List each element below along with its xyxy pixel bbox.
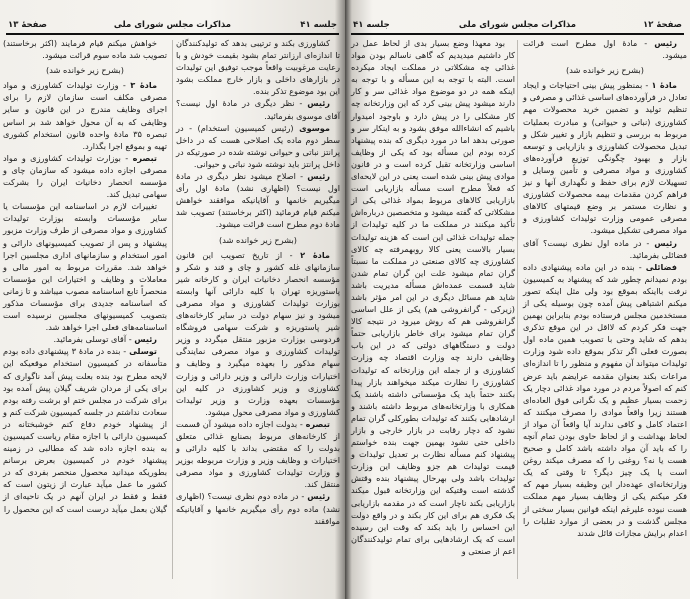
paragraph-text: تغییرات لازم در اساسنامه این مؤسسات یا سایر مؤسسات وابسته بوزارت تولیدات کشاورزی و مواد مصرفی از طرف وزارت مزبور پیشنهاد و پس از تصویب کمیسیونهای دارائی و امور استخدام و سازمانهای اداری مجلسین اجرا خواهد شد. مقررات مربوط به امور مالی و معاملات و وظایف و اختیارات این مؤسسات منحصراً تابع اساسنامه مصوب میباشد و تا زمانی که اساسنامه جدیدی برای مؤسسات مذکور بتصویب کمیسیونهای مجلسین نرسیده است اساسنامه‌های فعلی اجرا خواهد شد. [3,201,167,333]
text-column [523,37,687,539]
paragraph-text: - اصلاح میشود نظر دیگری در مادهٔ اول نیست؟ (اظهاری نشد) مادهٔ اول رأی میگیریم خانمها و آقایانیکه موافقند خواهش میکنم قیام فرمائید (اکثر برخاستند) تصویب شد مادهٔ دوم مطرح است قرائت میشود. [176,171,340,230]
reading-note: (بشرح زیر خوانده شد) [46,65,124,76]
page-number: صفحهٔ ۱۳ [8,20,47,30]
speaker-label: مادهٔ ۳ [130,80,158,91]
paragraph-text: - وزارت تولیدات کشاورزی و مواد مصرفی مکلف است سازمان لازم را برای اجرای وظایف مندرج در این قانون و سایر وظایفی که به آن محول خواهد شد بر اساس تبصره ۳۵ مادهٔ واحده قانون استخدام کشوری تهیه و بموقع اجرا بگذارد. [3,80,167,151]
paragraph-text: - بوزارت تولیدات کشاورزی و مواد مصرفی اجازه داده میشود که سازمان چای و مؤسسه انحصار دخانیات ایران را بشرکت سهامی تبدیل کند. [3,152,167,200]
speaker-label: رئیس [307,491,330,502]
speech-paragraph [523,37,687,61]
speaker-label: رئیس [654,38,677,48]
speaker-label: رئیس [654,237,677,248]
paragraph-text: - نظر دیگری در مادهٔ اول نیست؟ آقای موسوی بفرمائید. [176,98,340,121]
text-column [176,37,340,527]
session-number: جلسه ۴۱ [300,20,337,30]
speech-paragraph [176,97,340,121]
speech-paragraph [3,152,167,200]
speech-paragraph [176,249,340,418]
speaker-label: رئیس [134,334,157,345]
speech-paragraph [523,79,687,236]
paragraph-text: (رئیس کمیسیون استخدام) - در سطر دوم ماده یک اصلاحی هست که در داخل پرانتز نباتی و حیوانی نوشته شده در صورتیکه در داخل پرانتز باید نوشته شود نباتی و حیوانی. [176,122,340,169]
paragraph-text: - از تاریخ تصویب این قانون سازمانهای غله کشور و چای و قند و شکر و مؤسسه انحصار دخانیات ایران و کارخانه شیر پاستوریزه تهران با کلیه دارائی آنها وابسته بوزارت تولیدات کشاورزی و مواد مصرفی میشود و نیز سهام دولت در سایر کارخانه‌های شیر پاستوریزه و شرکت سهامی فروشگاه فردوسی بوزارت مزبور منتقل میگردد و وزیر تولیدات کشاورزی و مواد مصرفی نمایندگی سهام مذکور را بعهده میگیرد و وظایف و اختیارات وزارت دارائی و وزیر دارائی و وزارت کشاورزی و وزیر کشاورزی در کلیه این مؤسسات بعهده وزارت و وزیر تولیدات کشاورزی و مواد مصرفی محول میشود. [176,249,340,417]
paragraph-text: - در ماده اول نظری نیست؟ آقای فضائلی بفرمائید. [523,237,687,260]
text-paragraph [176,37,340,97]
paragraph-text: - بنده در مادهٔ ۳ پیشنهادی داده بودم متأسفانه در کمیسیون استخدام موقعیکه این لایحه مطرح بود بنده بعلت پیش آمد ناگواری که برای یکی از مردان شریف گیلان پیش آمده بود برای شرکت در مجلس ختم او برشت رفته بودم سعادت نداشتم در جلسه کمیسیون شرکت کنم و از پیشنهاد خودم دفاع کنم خوشبختانه در کمیسیون دارائی با اجازه مقام ریاست کمیسیون به بنده اجازه داده شد که مطالبی در زمینه پیشنهاد خودم در کمیسیون بعرض برسانم بطوریکه میدانید محصول منحصر بفردی که در کشور ما عمل میآید عبارت از زیتون است که فقط و فقط در ایران آنهم در یک ناحیه‌ای از گیلان بعمل میآید درست است که این محصول را [3,346,167,514]
text-column [351,37,515,557]
right-page [345,0,690,599]
page-header [351,19,684,35]
speaker-label: فضائلی [645,261,677,272]
speaker-label: تبصره [305,418,330,429]
speaker-label: موسوی [299,122,330,133]
paragraph-text: - آقای توسلی بفرمائید. [53,334,135,345]
column-divider [172,40,173,579]
paragraph-text: - بدولت اجازه داده میشود آن قسمت از کارخانه‌های مربوط بصنایع غذائی متعلق بدولت را که مقتضی بداند با کلیه دارائی و اختیارات و وظایف وزیر و وزارت مربوطه بوزیر و وزارت تولیدات کشاورزی و مواد مصرفی منتقل کند. [176,418,340,490]
running-title: مذاکرات مجلس شورای ملی [113,20,232,30]
speaker-label: مادهٔ ۲ [300,249,330,260]
paragraph-text: - در ماده دوم نظری نیست؟ (اظهاری نشد) ماده دوم رأی میگیریم خانمها و آقایانیکه موافقند [176,491,340,526]
speech-paragraph [3,333,167,345]
paragraph-text: - بنده در این ماده پیشنهادی داده بودم نمیدانم چطور شد که پیشنهاد به کمیسیون نرفت بااینکه بموقع بود ولی مثل اینکه تصور میکنم اشتباهی پیش آمده چون بوسیله یکی از مستخدمین مجلس فرستاده بودم بنابراین بهمین جهت فکر کردم که لااقل در این موقع تذکری بدهم که شاید وحتی با تصویب همین ماده اول بصورت فعلی اگر تذکر بموقع داده شود وزارت تولیدات میتواند آن مفهوم و منظور را تا اندازه‌ای مراعات بکند بعنوان مقدمه عرایضم باید عرض کنم که اصولاً مردم در مورد مواد غذائی دچار یک زحمت بسیار عظیم و یک نگرانی فوق العاده‌ای هستند زیرا واقعاً موادی را مصرف میکنند که اعتماد کامل و کافی ندارند آیا واقعاً آن مواد از لحاظ بهداشت و از لحاظ حاوی بودن تمام آنچه را که باید آن مواد داشته باشد کامل و صحیح هست یا نه؟ روغنی را که مصرف میکند روغن است یا یک چیز دیگر؟ تا وقتی که یک وزارتخانه‌ای عهده‌دار این وظیفه بسیار مهم که فکر میکنم یکی از وظایف بسیار مهم مملکت هست نبوده علیرغم اینکه قوانین بسیار سختی از مجلس گذشت و در بعضی از موارد تقلبات را اعدام برایش مجازات قائل شدند [523,261,687,538]
speech-paragraph [523,261,687,539]
text-column [3,37,167,515]
speech-paragraph [3,345,167,514]
page-number: صفحهٔ ۱۲ [643,20,682,30]
paragraph-text: - مادهٔ اول مطرح است قرائت میشود. [523,38,687,61]
reading-note: (بشرح زیر خوانده شد) [566,65,644,76]
speaker-label: توسلی [129,346,157,357]
reading-note: (بشرح زیر خوانده شد) [219,234,297,245]
session-number: جلسه ۴۱ [353,20,390,30]
paragraph-text: کشاورزی بکند و ترتیبی بدهد که تولیدکنندگان تا اندازه‌ای ارزانتر تمام بشود بقیمت خودش و با رعایت مرغوبیت واقعاً موجب توفیق این تولیدات در بازارهای داخلی و بازار خارج مملکت بشود این بود موضوع تذکر بنده. [176,38,340,97]
text-paragraph [351,37,515,557]
speech-paragraph [3,79,167,152]
page-header [6,19,339,35]
speaker-label: تبصره [132,152,157,163]
column-divider [517,40,518,579]
paragraph-text: بود معهذا وضع بسیار بدی از لحاظ عمل در کار داشتیم میدیدیم که گاهی ناسالم بودن مواد غذائی چه مشکلاتی در مملکت ایجاد میکرده است. البته با توجه به این مسأله و با توجه به اینکه همه در دو موضوع مواد غذائی سر و کار دارند میشود پیش بینی کرد که این وزارتخانه چه کار مشکلی را در پیش دارد و باوجود امیدوار باشیم که انشاءالله موفق بشود و به اینکار سر و صورتی بدهد اما در مورد دیگری که بنده پیشنهاد کرده بودم این مسأله بود که یکی از وظایف اساسی وزارتخانه تقبل کرده است و در قانون موادی پیش بینی شده است یعنی در این لایحه‌ای که فعلاً مطرح است مسأله بازاریابی است بازاریابی کالاهای مربوط بمواد غذائی یکی از مشکلاتی که گفته میشود و متخصصین درباره‌اش تأکید میکنند در مملکت ما در کلیه تولیدات از جمله تولیدات غذائی این است که هزینه تولیدات بسیار بالاست یعنی کالا روبهمرفته چه کالای کشاورزی چه کالای صنعتی در مملکت ما نسبتاً گران تمام میشود علت این گران تمام شدن شاید قسمت عمده‌اش مسأله مدیریت باشد شاید هم مسائل دیگری در این امر مؤثر باشد (زیرکی - گرانفروشی هم) یکی از علل اساسی گرانفروشی هم که روش میرود در نتیجه کالا گران تمام میشود برای خاطر بازاریابی حتماً دولت و دستگاههای دولتی که در این باب وظایفی دارند چه وزارت اقتصاد چه وزارت کشاورزی و از جمله این وزارتخانه که تولیدات کشاورزی را نظارت میکند میخواهند بازار پیدا بکنند حتماً باید یک مؤسساتی داشته باشند یک همکاری با وزارتخانه‌های مربوط داشته باشند و ارشادهایی بکنند که تولیدات بطورکلی گران تمام نشود که دچار رقابت در بازار خارجی و بازار داخلی حتی نشود بهمین جهت بنده خواستم پیشنهاد کنم مسأله نظارت بر تعدیل تولیدات و قیمت تولیدات هم جزو وظایف این وزارت تولیدات باشد ولی بهرحال پیشنهاد بنده وقتش گذشته است وقتیکه این وزارتخانه قبول میکند بازاریابی بکند ناچار است که در مقدمه بازاریابی یک فکری هم برای این کار بکند و در واقع دولت این احساس را باید بکند که وقت این رسیده است که یک ارشادهایی برای تمام تولیدکنندگان اعم از صنعتی و [351,38,515,556]
speech-paragraph [523,237,687,261]
speech-paragraph [176,418,340,491]
text-paragraph [3,37,167,61]
speech-paragraph [176,122,340,170]
running-title: مذاکرات مجلس شورای ملی [458,20,577,30]
speech-paragraph [176,490,340,526]
speaker-label: رئیس [307,171,330,182]
text-paragraph [3,200,167,333]
speech-paragraph [176,170,340,230]
paragraph-text: خواهش میکنم قیام فرمایند (اکثر برخاستند) تصویب شد ماده سوم قرائت میشود. [3,38,167,61]
speaker-label: رئیس [307,98,330,109]
speaker-label: مادهٔ ۱ [651,80,677,91]
paragraph-text: - بمنظور پیش بینی احتیاجات و ایجاد تعادل در فرآورده‌های اساسی غذائی و مصرفی و تنظیم تولید و تضمین خرید محصولات مهم کشاورزی (نباتی و حیوانی) و مبادرت بعملیات مربوط به بررسی و تنظیم بازار و تغییر شکل و تبدیل محصولات کشاورزی و بازاریابی و توسعه بازار و بهبود چگونگی توزیع فرآورده‌های کشاورزی و مواد مصرفی و تأمین وسایل و تسهیلات لازم برای حفظ و نگهداری آنها و نیز فراهم کردن مقدمات بیمه محصولات کشاورزی و نظارت مستمر بر وضع قیمتهای کالاهای مصرفی عمومی وزارت تولیدات کشاورزی و مواد مصرفی تشکیل میشود. [523,80,687,236]
